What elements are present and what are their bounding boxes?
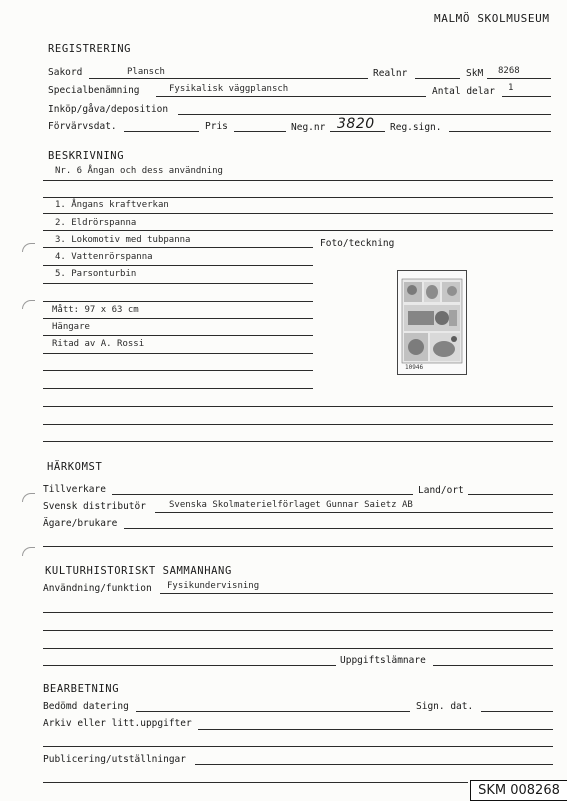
rule-line: [43, 746, 553, 747]
bearbetning-heading: BEARBETNING: [43, 683, 120, 695]
rule-line: [43, 370, 313, 371]
rule-line: [43, 213, 553, 214]
rule-line: [43, 406, 553, 407]
negnr-value: 3820: [337, 116, 375, 132]
description-item: 3. Lokomotiv med tubpanna: [55, 235, 191, 245]
punch-hole-mark: [22, 493, 35, 502]
tillverkare-label: Tillverkare: [43, 484, 106, 495]
specialbenamning-label: Specialbenämning: [48, 85, 140, 96]
rule-line: [43, 424, 553, 425]
publicering-label: Publicering/utställningar: [43, 754, 186, 765]
inkop-line: [178, 114, 551, 115]
rule-line: [43, 180, 553, 181]
bedomd-line: [136, 711, 410, 712]
antal-delar-label: Antal delar: [432, 86, 495, 97]
sign-line: [481, 711, 553, 712]
regsign-label: Reg.sign.: [390, 122, 442, 133]
skm-value: 8268: [498, 66, 520, 76]
uppgift-line: [43, 665, 336, 666]
arkiv-line: [198, 729, 553, 730]
sakord-line: [89, 78, 368, 79]
rule-line: [43, 247, 313, 248]
matt-text: Mått: 97 x 63 cm: [52, 305, 139, 315]
rule-line: [43, 265, 313, 266]
landort-line: [468, 494, 553, 495]
beskrivning-heading: BESKRIVNING: [48, 150, 125, 162]
distributor-value: Svenska Skolmaterielförlaget Gunnar Saietz AB: [169, 500, 413, 510]
registrering-heading: REGISTRERING: [48, 43, 132, 55]
skm-label: SkM: [466, 68, 484, 79]
bedomd-label: Bedömd datering: [43, 701, 129, 712]
rule-line: [43, 612, 553, 613]
ritad-text: Ritad av A. Rossi: [52, 339, 145, 349]
rule-line: [43, 441, 553, 442]
foto-label: Foto/teckning: [320, 238, 395, 249]
rule-line: [43, 301, 313, 302]
rule-line: [43, 197, 553, 198]
rule-line: [43, 388, 313, 389]
museum-name: MALMÖ SKOLMUSEUM: [434, 12, 550, 25]
inkop-label: Inköp/gåva/deposition: [48, 104, 169, 115]
rule-line: [43, 648, 553, 649]
kultur-heading: KULTURHISTORISKT SAMMANHANG: [45, 565, 232, 577]
beskrivning-intro: Nr. 6 Ångan och dess användning: [55, 166, 223, 176]
distributor-label: Svensk distributör: [43, 501, 146, 512]
rule-line: [43, 782, 468, 783]
pris-label: Pris: [205, 121, 228, 132]
forvarvsdat-label: Förvärvsdat.: [48, 121, 117, 132]
rule-line: [43, 318, 313, 319]
punch-hole-mark: [22, 300, 35, 309]
realnr-label: Realnr: [373, 68, 408, 79]
poster-thumbnail-image: [398, 271, 466, 374]
punch-hole-mark: [22, 547, 35, 556]
sakord-value: Plansch: [127, 67, 165, 77]
negnr-label: Neg.nr: [291, 122, 326, 133]
description-item: 4. Vattenrörspanna: [55, 252, 153, 262]
specialbenamning-value: Fysikalisk väggplansch: [169, 84, 289, 94]
description-item: 2. Eldrörspanna: [55, 218, 137, 228]
specialbenamning-line: [156, 96, 426, 97]
agare-label: Ägare/brukare: [43, 518, 118, 529]
forvarvsdat-line: [124, 131, 199, 132]
publicering-line: [195, 764, 553, 765]
anvandning-line: [160, 593, 553, 594]
tillverkare-line: [112, 494, 413, 495]
poster-thumbnail: [397, 270, 467, 375]
antal-delar-value: 1: [508, 83, 514, 93]
anvandning-label: Användning/funktion: [43, 583, 152, 594]
sakord-label: Sakord: [48, 67, 83, 78]
landort-label: Land/ort: [418, 485, 464, 496]
uppgift-label: Uppgiftslämnare: [340, 655, 426, 666]
corner-id-label: SKM 008268: [470, 780, 567, 801]
hangare-text: Hängare: [52, 322, 90, 332]
antal-delar-line: [502, 96, 551, 97]
sign-label: Sign. dat.: [416, 701, 474, 712]
skm-line: [487, 78, 551, 79]
distributor-line: [155, 512, 553, 513]
rule-line: [43, 335, 313, 336]
regsign-line: [449, 131, 551, 132]
rule-line: [43, 630, 553, 631]
agare-line: [124, 528, 553, 529]
description-item: 5. Parsonturbin: [55, 269, 137, 279]
anvandning-value: Fysikundervisning: [167, 581, 260, 591]
rule-line: [43, 230, 553, 231]
description-item: 1. Ångans kraftverkan: [55, 200, 169, 210]
realnr-line: [415, 78, 460, 79]
punch-hole-mark: [22, 243, 35, 252]
pris-line: [234, 131, 286, 132]
poster-thumbnail-code: 10946: [405, 364, 424, 371]
rule-line: [43, 353, 313, 354]
arkiv-label: Arkiv eller litt.uppgifter: [43, 718, 192, 729]
harkomst-heading: HÄRKOMST: [47, 461, 103, 473]
rule-line: [43, 546, 553, 547]
rule-line: [43, 283, 313, 284]
uppgift-line-right: [433, 665, 553, 666]
